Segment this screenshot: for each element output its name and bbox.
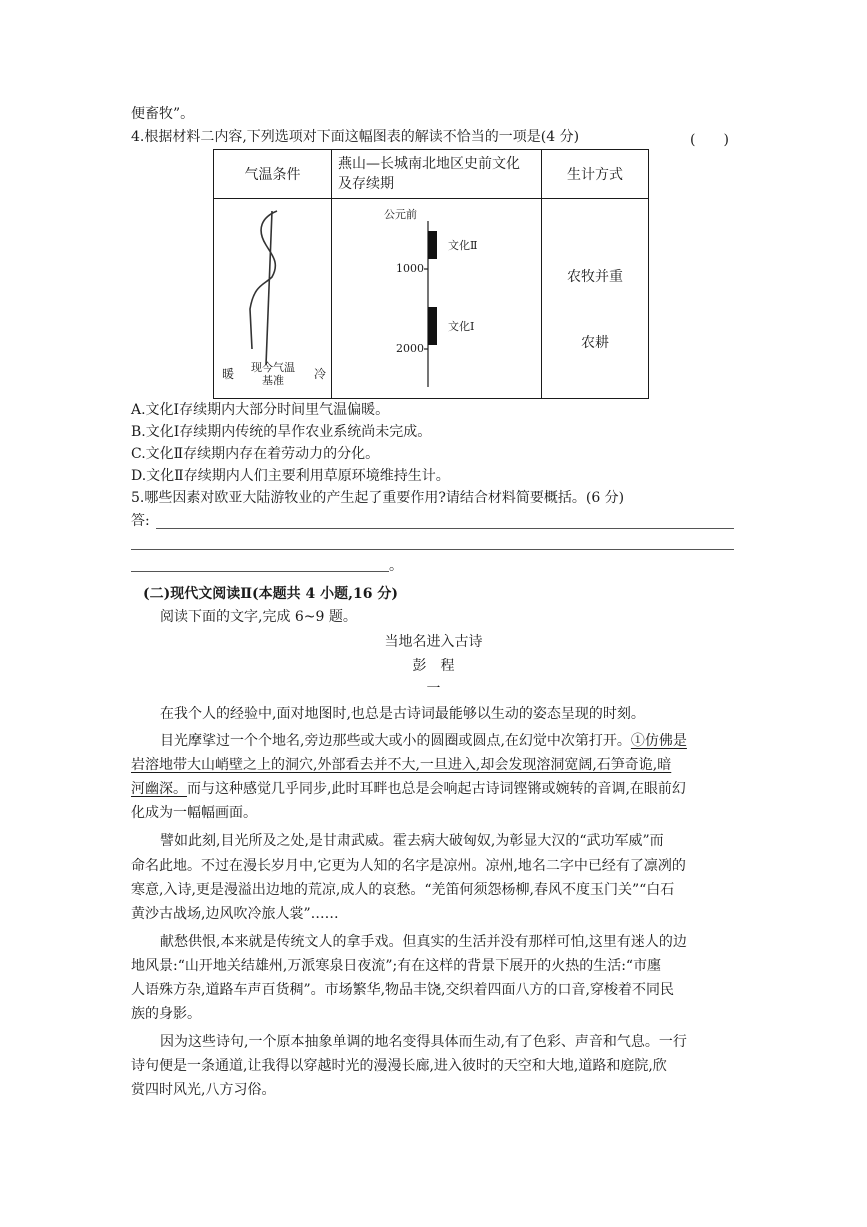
tick-label-2000: 2000 (396, 342, 424, 355)
tick-label-1000: 1000 (396, 262, 424, 275)
baseline-label-1: 现今气温 (251, 361, 295, 374)
paragraph-5-line-3: 赏四时风光,八方习俗。 (131, 1082, 276, 1098)
bce-label: 公元前 (384, 208, 417, 221)
question-4-stem: 4.根据材料二内容,下列选项对下面这幅图表的解读不恰当的一项是(4 分) (131, 129, 580, 145)
timeline-cell (332, 199, 542, 399)
header-temperature: 气温条件 (214, 150, 332, 199)
option-a: A.文化Ⅰ存续期内大部分时间里气温偏暖。 (131, 402, 390, 418)
answer-line-2[interactable] (131, 549, 734, 550)
sentence-1-underlined: ①仿佛是 (630, 733, 687, 749)
mode-agro-pastoral: 农牧并重 (567, 269, 623, 285)
paragraph-4-line-1: 献愁供恨,本来就是传统文人的拿手戏。但真实的生活并没有那样可怕,这里有迷人的边 (160, 934, 687, 950)
paragraph-2-line-2: 岩溶地带大山峭壁之上的洞穴,外部看去并不大,一旦进入,却会发现溶洞宽阔,石笋奇诡,暗 (131, 757, 672, 773)
paragraph-5-line-2: 诗句便是一条通道,让我得以穿越时光的漫漫长廊,进入彼时的天空和大地,道路和庭院,欣 (131, 1058, 667, 1074)
answer-bracket: ( ) (690, 132, 729, 148)
cold-label: 冷 (314, 367, 327, 381)
livelihood-cell (542, 199, 649, 399)
article-title: 当地名进入古诗 (384, 634, 483, 650)
article-author: 彭 程 (412, 658, 455, 674)
paragraph-3-line-1: 譬如此刻,目光所及之处,是甘肃武威。霍去病大破匈奴,为彰显大汉的“武功军威”而 (160, 833, 664, 849)
answer-end-mark: 。 (389, 558, 403, 574)
chart-table (213, 149, 649, 399)
paragraph-3-line-4: 黄沙古战场,边风吹冷旅人裳”…… (131, 906, 339, 922)
timeline-graphic (332, 199, 535, 398)
paragraph-4-line-2: 地风景:“山开地关结雄州,万派寒泉日夜流”;有在这样的背景下展开的火热的生活:“市廛 (131, 958, 662, 974)
answer-label: 答: (131, 513, 150, 529)
option-c: C.文化Ⅱ存续期内存在着劳动力的分化。 (131, 446, 380, 462)
answer-line-1[interactable] (156, 528, 734, 529)
option-d: D.文化Ⅱ存续期内人们主要利用草原环境维持生计。 (131, 468, 450, 484)
baseline-line (266, 211, 272, 365)
culture-1-label: 文化Ⅰ (448, 320, 475, 333)
paragraph-3-line-3: 寒意,入诗,更是漫溢出边地的荒凉,成人的哀愁。“羌笛何须怨杨柳,春风不度玉门关”“白石 (131, 882, 675, 898)
top-fragment: 便畜牧”。 (131, 106, 195, 122)
paragraph-2-line-3: 河幽深。而与这种感觉几乎同步,此时耳畔也总是会响起古诗词铿锵或婉转的音调,在眼前幻 (131, 781, 686, 797)
culture-2-label: 文化Ⅱ (448, 239, 478, 252)
part-number: 一 (426, 681, 441, 697)
paragraph-5-line-1: 因为这些诗句,一个原本抽象单调的地名变得具体而生动,有了色彩、声音和气息。一行 (160, 1034, 687, 1050)
header-culture: 燕山—长城南北地区史前文化 及存续期 (332, 150, 542, 199)
mode-farming: 农耕 (581, 335, 609, 351)
temperature-cell (214, 199, 332, 399)
section-heading: (二)现代文阅读Ⅱ(本题共 4 小题,16 分) (143, 586, 399, 602)
paragraph-4-line-3: 人语殊方杂,道路车声百货稠”。市场繁华,物品丰饶,交织着四面八方的口音,穿梭着不同民 (131, 982, 674, 998)
answer-line-3[interactable] (131, 571, 389, 572)
culture-2-bar (428, 231, 437, 259)
paragraph-3-line-2: 命名此地。不过在漫长岁月中,它更为人知的名字是凉州。凉州,地名二字中已经有了凛冽的 (131, 858, 686, 874)
paragraph-2-line-4: 化成为一幅幅画面。 (131, 805, 257, 821)
option-b: B.文化Ⅰ存续期内传统的旱作农业系统尚未完成。 (131, 424, 432, 440)
section-instruction: 阅读下面的文字,完成 6~9 题。 (160, 609, 357, 625)
warm-label: 暖 (222, 367, 235, 381)
paragraph-4-line-4: 族的身影。 (131, 1006, 201, 1022)
question-5-stem: 5.哪些因素对欧亚大陆游牧业的产生起了重要作用?请结合材料简要概括。(6 分) (131, 490, 625, 506)
temperature-curve (250, 211, 277, 349)
baseline-label-2: 基准 (262, 374, 284, 387)
paragraph-1: 在我个人的经验中,面对地图时,也总是古诗词最能够以生动的姿态呈现的时刻。 (160, 706, 645, 722)
paragraph-2-line-1: 目光摩挲过一个个地名,旁边那些或大或小的圆圈或圆点,在幻觉中次第打开。①仿佛是 (160, 733, 687, 749)
header-livelihood: 生计方式 (542, 150, 649, 199)
culture-1-bar (428, 307, 437, 345)
